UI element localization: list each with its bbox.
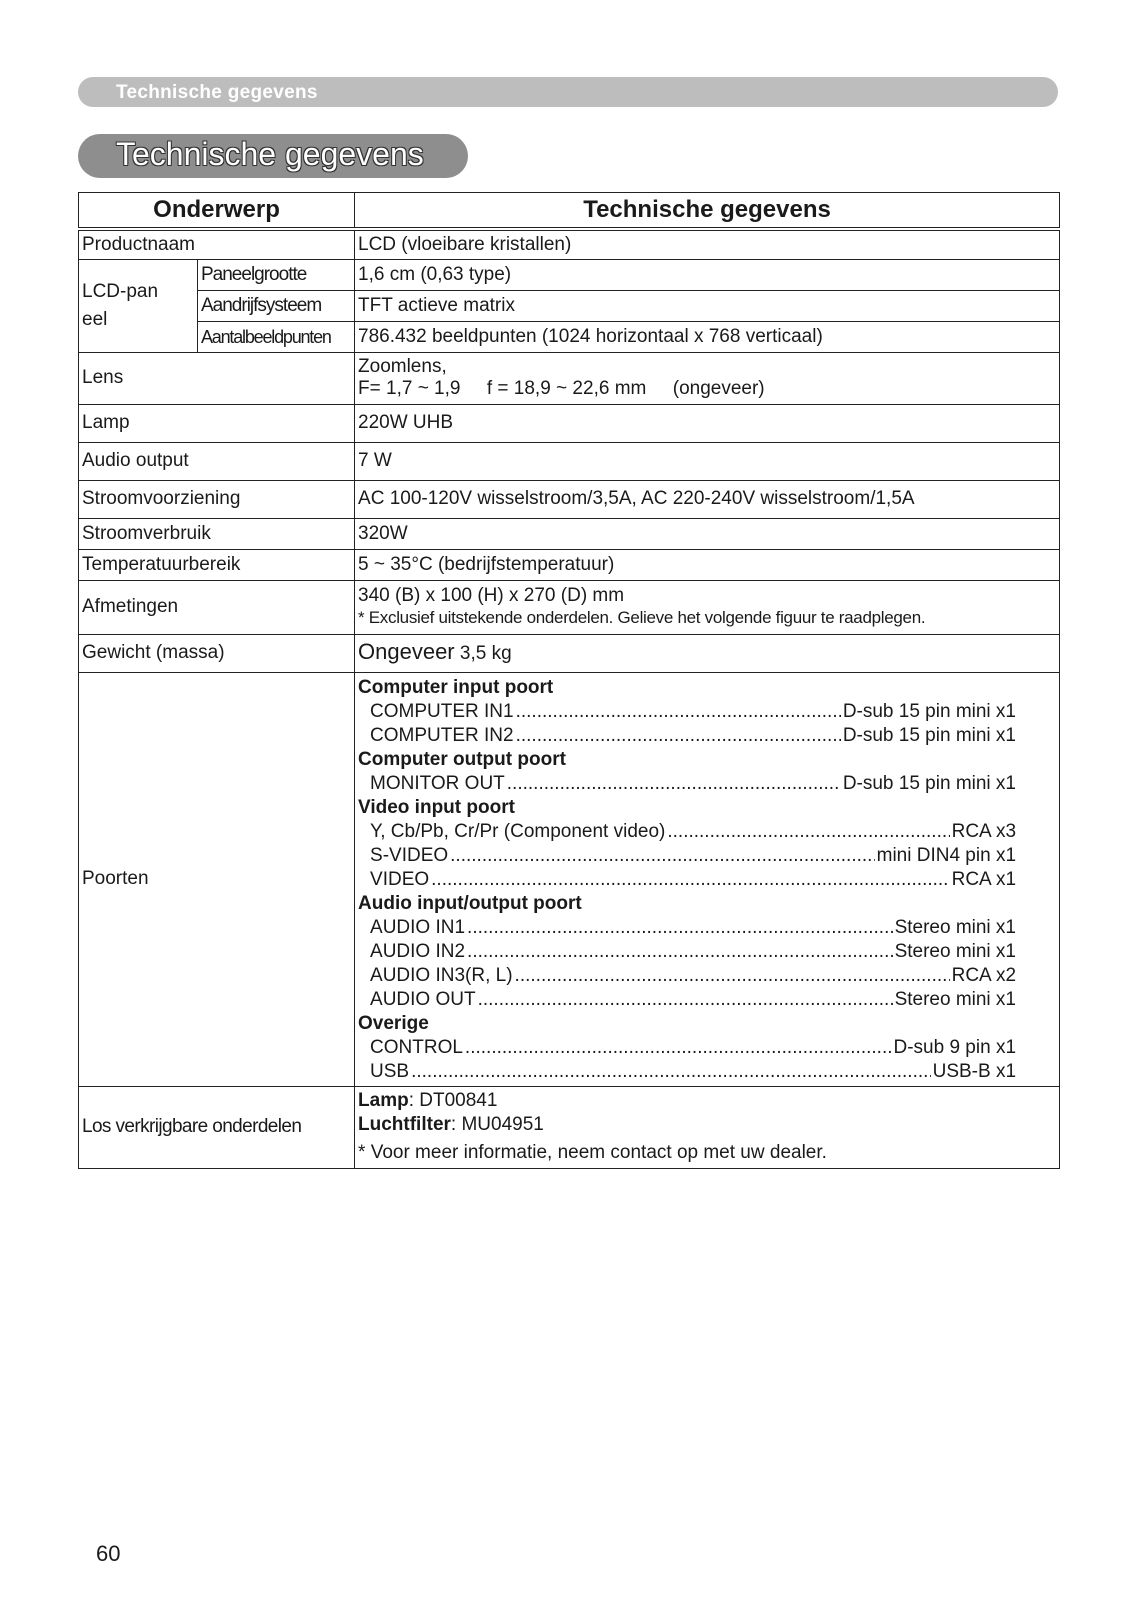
port-name: MONITOR OUT bbox=[370, 772, 505, 794]
port-name: Y, Cb/Pb, Cr/Pr (Component video) bbox=[370, 820, 666, 842]
row-value-parts: Lamp: DT00841 Luchtfilter: MU04951 * Voor meer informatie, neem contact op met uw dealer. bbox=[355, 1086, 1060, 1168]
port-leader-dots bbox=[431, 868, 949, 892]
row-value-lens: Zoomlens, F= 1,7 ~ 1,9 f = 18,9 ~ 22,6 mm (ongeveer) bbox=[355, 352, 1060, 404]
table-row bbox=[79, 229, 1060, 259]
table-row bbox=[79, 404, 1060, 442]
port-value: Stereo mini x1 bbox=[894, 916, 1017, 938]
table-row-ports bbox=[79, 672, 1060, 1086]
section-header-band bbox=[78, 77, 1058, 107]
port-name: AUDIO OUT bbox=[370, 988, 476, 1010]
page-title-pill bbox=[78, 134, 468, 178]
col-header-spec: Technische gegevens bbox=[355, 193, 1060, 230]
table-row bbox=[79, 634, 1060, 672]
port-item bbox=[358, 964, 1056, 988]
port-value: RCA x3 bbox=[951, 820, 1017, 842]
port-item bbox=[358, 772, 1056, 796]
port-name: VIDEO bbox=[370, 868, 430, 890]
port-leader-dots bbox=[516, 700, 841, 724]
row-label: Gewicht (massa) bbox=[79, 634, 355, 672]
table-header-row bbox=[79, 193, 1060, 230]
port-group-heading: Computer output poort bbox=[358, 748, 566, 770]
col-header-subject: Onderwerp bbox=[79, 193, 355, 230]
port-leader-dots bbox=[478, 988, 893, 1012]
port-item bbox=[358, 940, 1056, 964]
table-row bbox=[79, 321, 1060, 352]
port-group-heading: Video input poort bbox=[358, 796, 515, 818]
row-value-weight: Ongeveer 3,5 kg bbox=[355, 634, 1060, 672]
port-name: COMPUTER IN2 bbox=[370, 724, 514, 746]
port-leader-dots bbox=[516, 724, 841, 748]
row-value: 786.432 beeldpunten (1024 horizontaal x 768 verticaal) bbox=[355, 321, 1060, 352]
port-leader-dots bbox=[450, 844, 874, 868]
table-row bbox=[79, 1086, 1060, 1168]
row-value: TFT actieve matrix bbox=[355, 290, 1060, 321]
row-value: AC 100-120V wisselstroom/3,5A, AC 220-240V wisselstroom/1,5A bbox=[355, 480, 1060, 518]
port-item bbox=[358, 1060, 1056, 1084]
port-name: AUDIO IN1 bbox=[370, 916, 466, 938]
port-item bbox=[358, 700, 1056, 724]
port-value: RCA x2 bbox=[951, 964, 1017, 986]
row-label: Lamp bbox=[79, 404, 355, 442]
port-item bbox=[358, 844, 1056, 868]
port-leader-dots bbox=[507, 772, 841, 796]
port-value: USB-B x1 bbox=[932, 1060, 1017, 1082]
port-item bbox=[358, 868, 1056, 892]
port-leader-dots bbox=[515, 964, 950, 988]
port-value: D-sub 15 pin mini x1 bbox=[842, 700, 1017, 722]
port-value: D-sub 15 pin mini x1 bbox=[842, 772, 1017, 794]
port-item bbox=[358, 916, 1056, 940]
row-label: Audio output bbox=[79, 442, 355, 480]
table-row bbox=[79, 352, 1060, 404]
port-leader-dots bbox=[467, 916, 893, 940]
port-value: Stereo mini x1 bbox=[894, 988, 1017, 1010]
row-label-lcd-panel: LCD-paneel bbox=[79, 259, 198, 352]
port-leader-dots bbox=[465, 1036, 892, 1060]
port-name: S-VIDEO bbox=[370, 844, 449, 866]
port-name: CONTROL bbox=[370, 1036, 463, 1058]
section-header-label: Technische gegevens bbox=[116, 82, 318, 103]
port-leader-dots bbox=[411, 1060, 931, 1084]
row-label: Poorten bbox=[79, 672, 355, 1086]
row-label: Los verkrijgbare onderdelen bbox=[79, 1086, 355, 1168]
port-name: AUDIO IN3(R, L) bbox=[370, 964, 513, 986]
row-value-dimensions: 340 (B) x 100 (H) x 270 (D) mm * Exclusief uitstekende onderdelen. Gelieve het volgende figuur te raadplegen. bbox=[355, 580, 1060, 634]
port-value: D-sub 15 pin mini x1 bbox=[842, 724, 1017, 746]
port-name: AUDIO IN2 bbox=[370, 940, 466, 962]
port-leader-dots bbox=[667, 820, 949, 844]
row-value: 220W UHB bbox=[355, 404, 1060, 442]
page-title: Technische gegevens bbox=[116, 136, 424, 172]
row-label: Temperatuurbereik bbox=[79, 549, 355, 580]
port-value: mini DIN4 pin x1 bbox=[876, 844, 1017, 866]
row-value: 7 W bbox=[355, 442, 1060, 480]
port-group-heading: Computer input poort bbox=[358, 676, 554, 698]
port-name: COMPUTER IN1 bbox=[370, 700, 514, 722]
row-label: Productnaam bbox=[79, 229, 355, 259]
spec-table bbox=[78, 192, 1060, 1169]
table-row bbox=[79, 580, 1060, 634]
port-item bbox=[358, 988, 1056, 1012]
table-row bbox=[79, 480, 1060, 518]
ports-list bbox=[355, 672, 1060, 1086]
page-number: 60 bbox=[96, 1541, 121, 1566]
table-row bbox=[79, 259, 1060, 290]
table-row bbox=[79, 442, 1060, 480]
row-label: Lens bbox=[79, 352, 355, 404]
row-value: 320W bbox=[355, 518, 1060, 549]
row-value: LCD (vloeibare kristallen) bbox=[355, 229, 1060, 259]
row-value: 1,6 cm (0,63 type) bbox=[355, 259, 1060, 290]
sub-label: Aandrijfsysteem bbox=[198, 290, 355, 321]
port-item bbox=[358, 1036, 1056, 1060]
port-item bbox=[358, 724, 1056, 748]
row-label: Stroomverbruik bbox=[79, 518, 355, 549]
port-value: D-sub 9 pin x1 bbox=[893, 1036, 1017, 1058]
row-label: Afmetingen bbox=[79, 580, 355, 634]
port-item bbox=[358, 820, 1056, 844]
port-name: USB bbox=[370, 1060, 410, 1082]
port-value: RCA x1 bbox=[951, 868, 1017, 890]
port-group-heading: Overige bbox=[358, 1012, 429, 1034]
sub-label: Aantalbeeldpunten bbox=[198, 321, 355, 352]
port-group-heading: Audio input/output poort bbox=[358, 892, 582, 914]
row-value: 5 ~ 35°C (bedrijfstemperatuur) bbox=[355, 549, 1060, 580]
sub-label: Paneelgrootte bbox=[198, 259, 355, 290]
port-value: Stereo mini x1 bbox=[894, 940, 1017, 962]
table-row bbox=[79, 290, 1060, 321]
table-row bbox=[79, 549, 1060, 580]
row-label: Stroomvoorziening bbox=[79, 480, 355, 518]
port-leader-dots bbox=[467, 940, 893, 964]
table-row bbox=[79, 518, 1060, 549]
